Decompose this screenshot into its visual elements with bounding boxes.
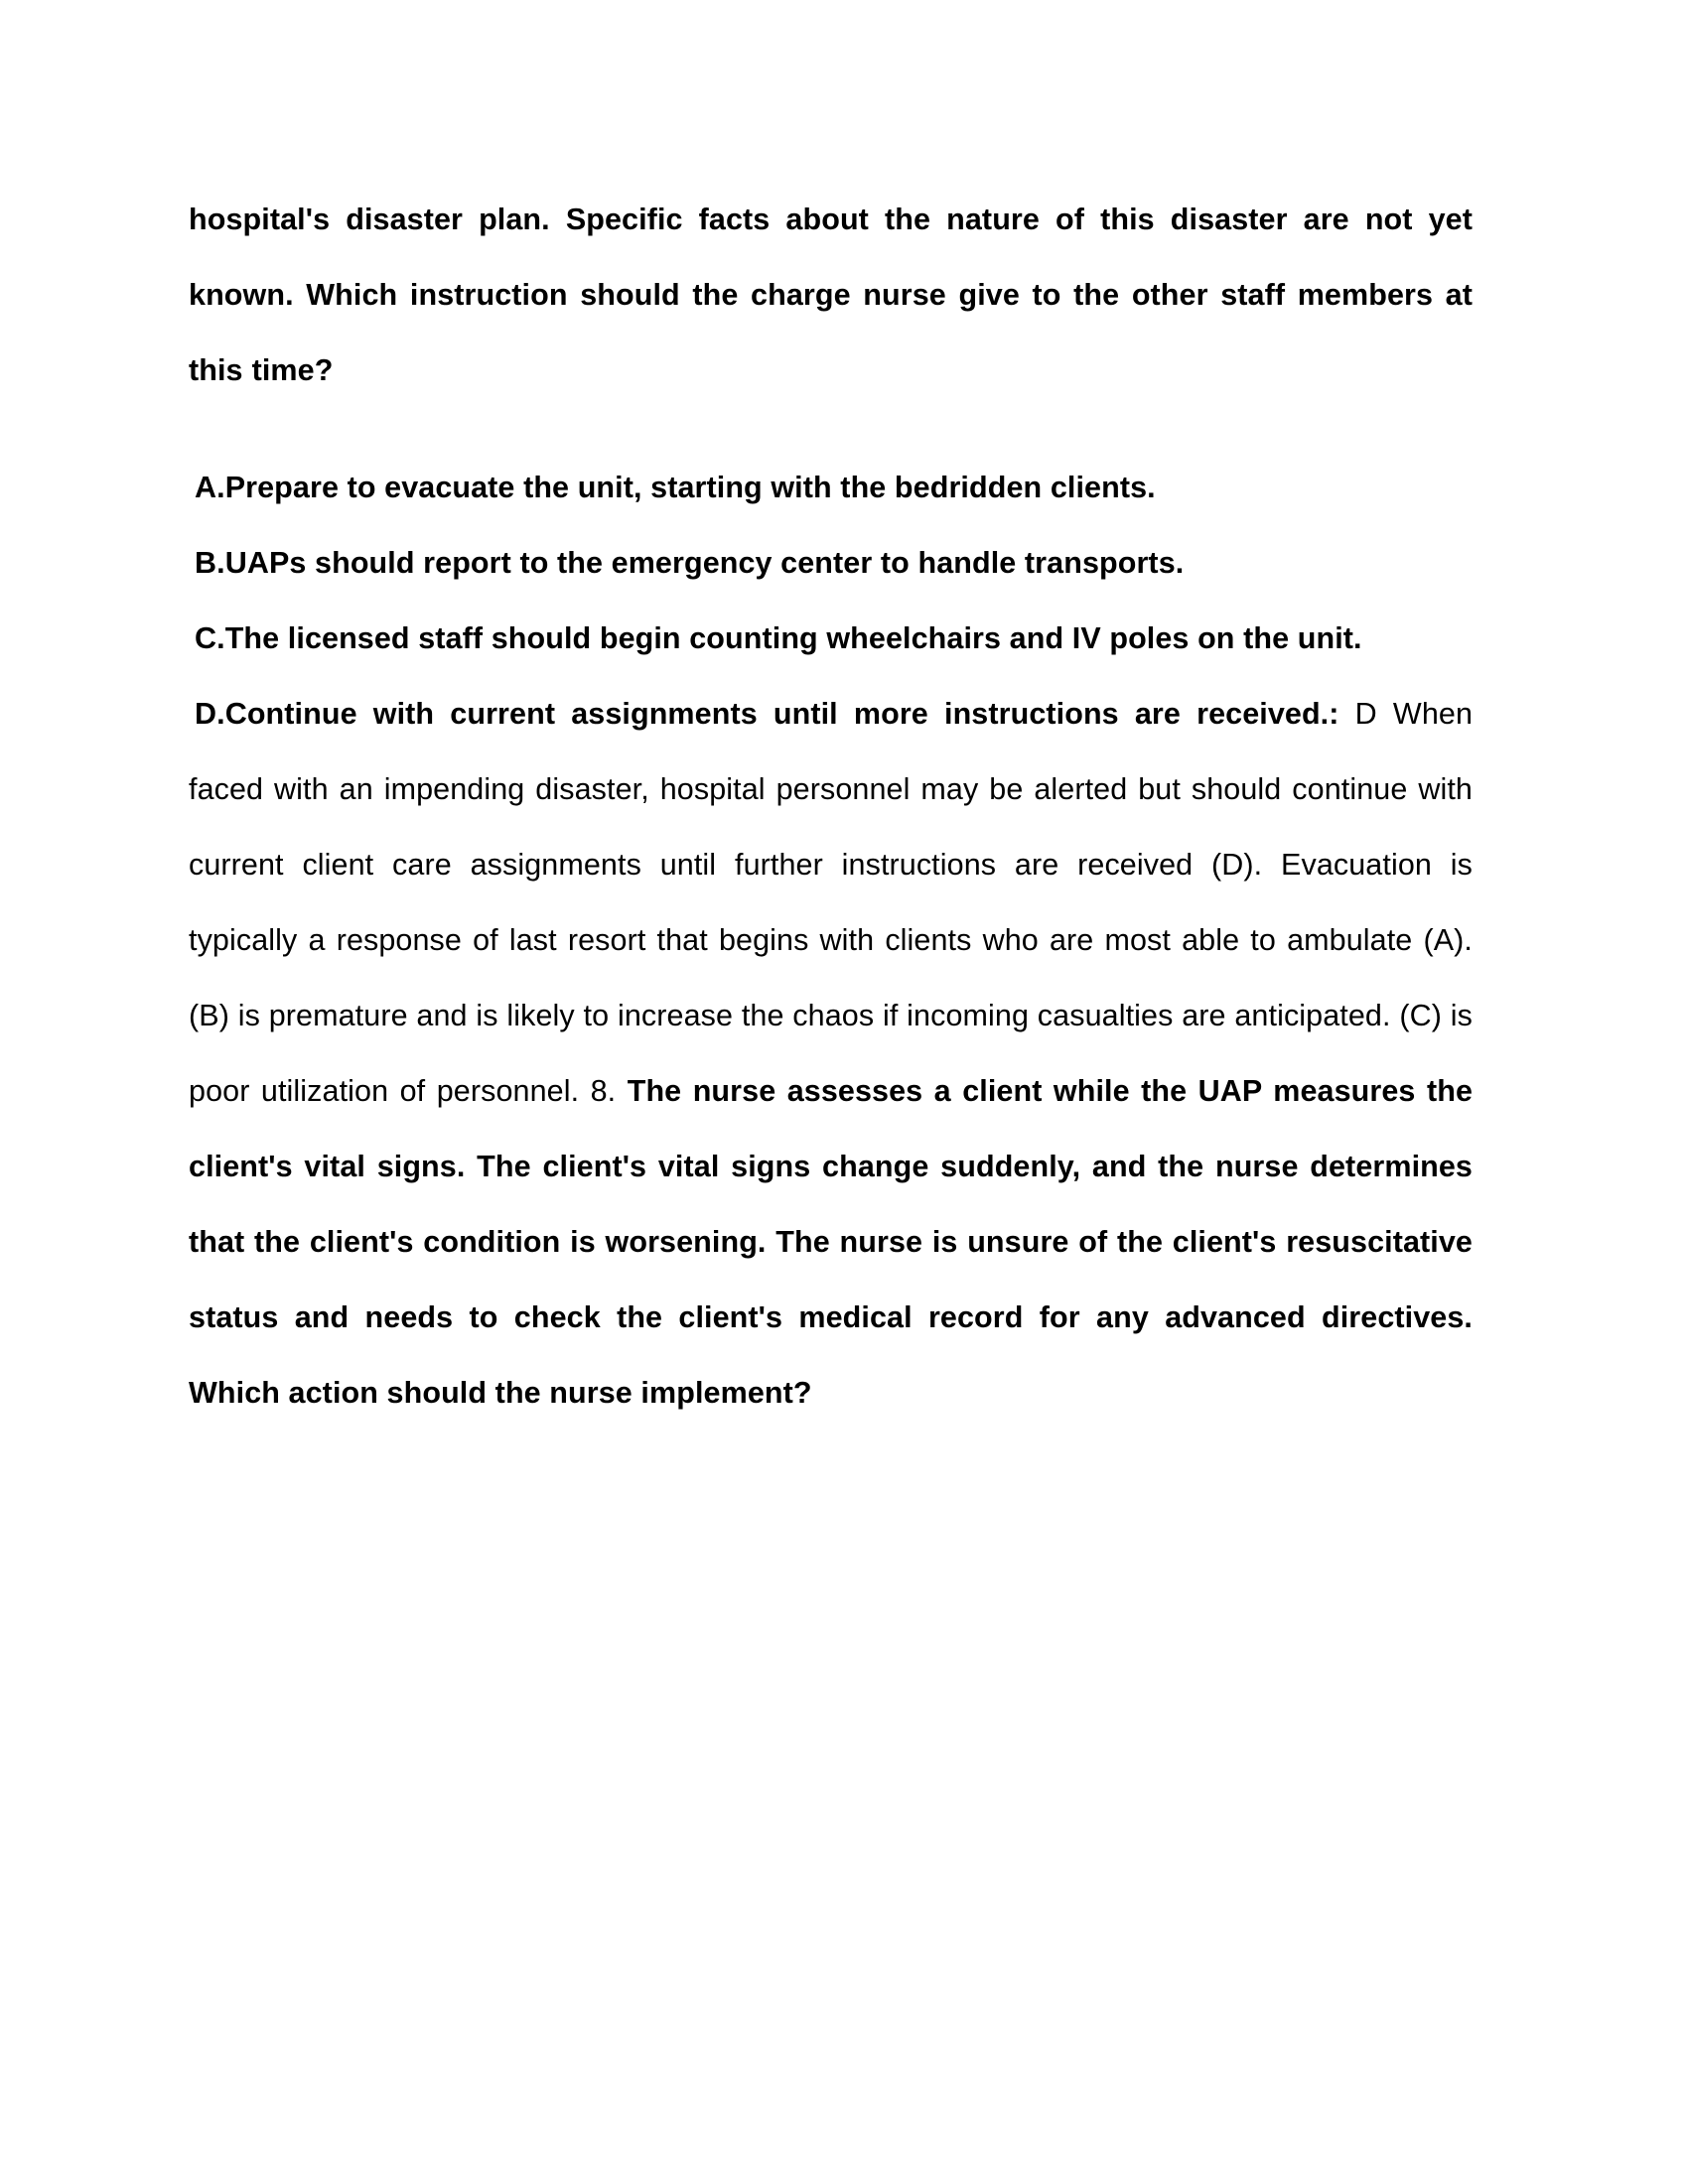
question-stem-paragraph: hospital's disaster plan. Specific facts about the nature of this disaster are not yet known. Which instruction should the charge nurse give to the other staff members at this time?: [189, 203, 1473, 387]
answer-option-a: A.Prepare to evacuate the unit, starting with the bedridden clients.: [195, 471, 1156, 504]
paragraph-spacer: [189, 408, 1473, 450]
answer-option-d-with-rationale: [189, 676, 1473, 1431]
answer-option-c: C.The licensed staff should begin counting wheelchairs and IV poles on the unit.: [195, 621, 1362, 655]
next-question-number: 8.: [590, 1074, 628, 1108]
rationale-body: When faced with an impending disaster, hospital personnel may be alerted but should continue with current client care assignments until further instructions are received (D). Evacuation is typically a response of last resort that begins with clients who are most able to ambulate (A). (B) is premature and is likely to increase the chaos if incoming casualties are anticipated. (C) is poor utilization of personnel.: [189, 697, 1474, 1108]
document-text-column: [189, 182, 1473, 1431]
rationale-answer-marker: D: [1338, 697, 1377, 731]
answer-option-b: B.UAPs should report to the emergency center to handle transports.: [195, 546, 1185, 580]
answer-option-d-label: D.Continue with current assignments until more instructions are received.:: [195, 697, 1339, 731]
next-question-stem: The nurse assesses a client while the UAP measures the client's vital signs. The client's vital signs change suddenly, and the nurse determines that the client's condition is worsening. The nurse is unsure of the client's resuscitative status and needs to check the client's medical record for any advanced directives. Which action should the nurse implement?: [189, 1074, 1474, 1410]
